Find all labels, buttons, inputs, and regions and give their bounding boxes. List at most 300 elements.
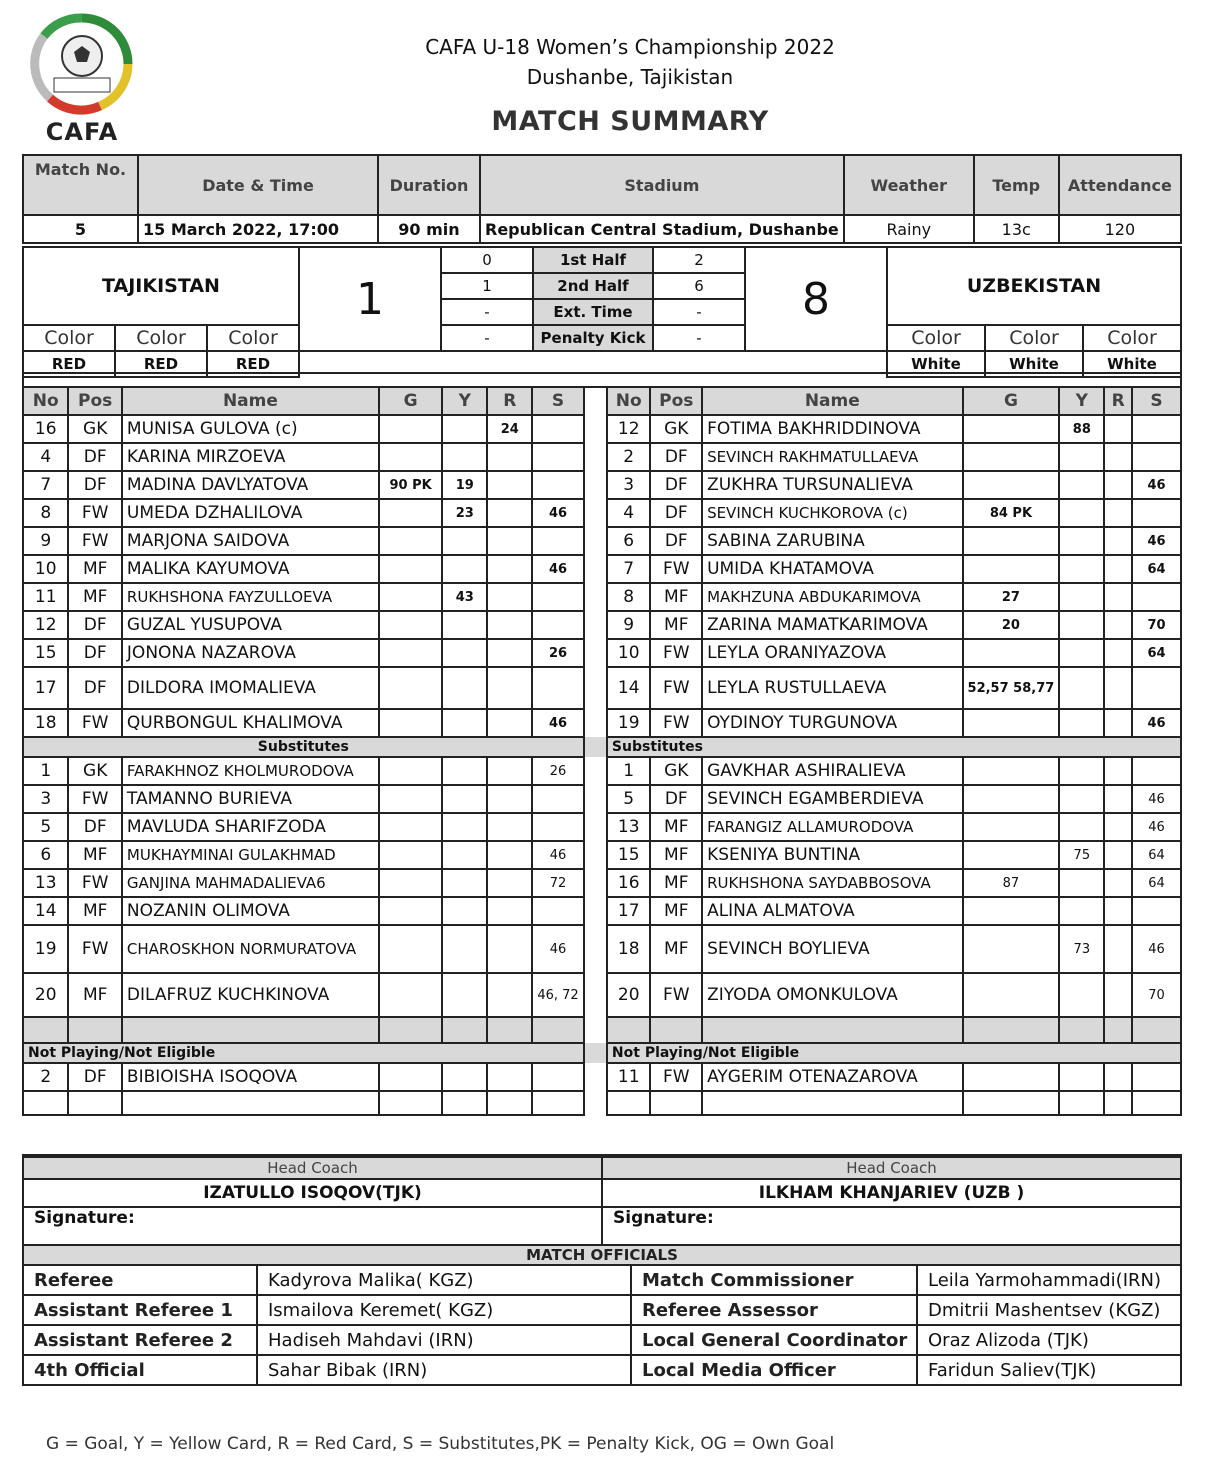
away-player-position: DF — [650, 499, 702, 527]
away-yellow-card-cell: 75 — [1059, 841, 1104, 869]
home-yellow-card-cell — [442, 757, 487, 785]
date-time-label: Date & Time — [138, 155, 378, 215]
player-row — [23, 583, 1181, 611]
away-yellow-card-cell — [1059, 709, 1104, 737]
col-g: G — [963, 387, 1060, 415]
empty-cell — [442, 1017, 487, 1043]
away-red-card-cell — [1104, 757, 1132, 785]
column-gap — [584, 813, 607, 841]
temp-value: 13c — [974, 215, 1059, 243]
home-goal-cell — [379, 785, 442, 813]
away-goal-cell — [963, 841, 1060, 869]
player-row — [23, 1063, 1181, 1091]
home-substitution-cell: 46 — [532, 499, 583, 527]
away-player-position: DF — [650, 443, 702, 471]
away-substitution-cell: 64 — [1132, 869, 1181, 897]
away-red-card-cell — [1104, 443, 1132, 471]
home-substitution-cell — [532, 527, 583, 555]
period-label: Ext. Time — [533, 299, 653, 325]
player-row — [23, 499, 1181, 527]
home-substitution-cell: 72 — [532, 869, 583, 897]
col-r: R — [487, 387, 532, 415]
away-score: 8 — [745, 247, 887, 351]
away-substitution-cell — [1132, 667, 1181, 709]
home-player-number: 11 — [23, 583, 68, 611]
empty-cell — [68, 1091, 121, 1115]
column-gap — [584, 1017, 607, 1043]
home-goal-cell — [379, 583, 442, 611]
away-yellow-card-cell — [1059, 869, 1104, 897]
player-row — [23, 841, 1181, 869]
home-goal-cell — [379, 813, 442, 841]
away-red-card-cell — [1104, 471, 1132, 499]
home-goal-cell: 90 PK — [379, 471, 442, 499]
empty-cell — [650, 1017, 702, 1043]
weather-value: Rainy — [844, 215, 974, 243]
empty-cell — [702, 1017, 962, 1043]
home-substitution-cell — [532, 583, 583, 611]
empty-cell — [1059, 1017, 1104, 1043]
official-role: Referee — [23, 1265, 257, 1295]
official-role: 4th Official — [23, 1355, 257, 1385]
home-red-card-cell — [487, 709, 532, 737]
home-empty-cell — [379, 1063, 442, 1091]
home-player-number: 18 — [23, 709, 68, 737]
home-player-number: 5 — [23, 813, 68, 841]
away-substitution-cell — [1132, 757, 1181, 785]
col-name: Name — [702, 387, 962, 415]
logo-text: CAFA — [45, 118, 119, 146]
player-row — [23, 415, 1181, 443]
home-player-number: 19 — [23, 925, 68, 973]
home-player-position: FW — [68, 869, 121, 897]
away-player-name: AYGERIM OTENAZAROVA — [702, 1063, 962, 1091]
away-signature-field[interactable]: Signature: — [602, 1207, 1181, 1245]
player-row — [23, 667, 1181, 709]
away-player-name: ALINA ALMATOVA — [702, 897, 962, 925]
empty-cell — [1104, 1017, 1132, 1043]
column-gap — [584, 1043, 607, 1063]
title-block — [300, 32, 960, 137]
away-period-score: - — [653, 325, 745, 351]
home-player-number: 3 — [23, 785, 68, 813]
home-player-position: DF — [68, 1063, 121, 1091]
home-player-number: 14 — [23, 897, 68, 925]
column-gap — [584, 527, 607, 555]
away-player-name: ZUKHRA TURSUNALIEVA — [702, 471, 962, 499]
empty-cell — [607, 1091, 651, 1115]
home-player-number: 10 — [23, 555, 68, 583]
home-red-card-cell — [487, 897, 532, 925]
lineup-top-spacer — [23, 373, 1181, 387]
home-player-number: 13 — [23, 869, 68, 897]
away-substitution-cell: 64 — [1132, 841, 1181, 869]
away-player-position: DF — [650, 471, 702, 499]
away-player-position: FW — [650, 555, 702, 583]
away-player-number: 5 — [607, 785, 651, 813]
home-player-name: FARAKHNOZ KHOLMURODOVA — [122, 757, 379, 785]
col-y: Y — [442, 387, 487, 415]
away-red-card-cell — [1104, 813, 1132, 841]
player-row — [23, 813, 1181, 841]
home-empty-cell — [532, 1063, 583, 1091]
home-player-name: GUZAL YUSUPOVA — [122, 611, 379, 639]
away-player-number: 15 — [607, 841, 651, 869]
away-player-position: MF — [650, 897, 702, 925]
away-player-number: 10 — [607, 639, 651, 667]
away-goal-cell — [963, 973, 1060, 1017]
column-gap — [584, 387, 607, 415]
home-yellow-card-cell — [442, 667, 487, 709]
home-player-name: GANJINA MAHMADALIEVA6 — [122, 869, 379, 897]
empty-row — [23, 1017, 1181, 1043]
score-table — [22, 246, 1182, 378]
home-color-value: RED — [23, 351, 115, 377]
home-substitution-cell — [532, 785, 583, 813]
column-gap — [584, 925, 607, 973]
home-red-card-cell — [487, 611, 532, 639]
home-substitution-cell: 26 — [532, 639, 583, 667]
away-player-number: 7 — [607, 555, 651, 583]
away-player-position: FW — [650, 639, 702, 667]
home-yellow-card-cell — [442, 443, 487, 471]
home-player-number: 15 — [23, 639, 68, 667]
away-period-score: - — [653, 299, 745, 325]
empty-cell — [607, 1017, 651, 1043]
col-y: Y — [1059, 387, 1104, 415]
home-empty-cell — [487, 1063, 532, 1091]
home-team-name: TAJIKISTAN — [23, 247, 299, 325]
player-row — [23, 973, 1181, 1017]
home-yellow-card-cell — [442, 869, 487, 897]
home-yellow-card-cell: 19 — [442, 471, 487, 499]
home-red-card-cell: 24 — [487, 415, 532, 443]
home-substitution-cell — [532, 471, 583, 499]
stadium-label: Stadium — [480, 155, 844, 215]
match-summary-heading: MATCH SUMMARY — [491, 106, 769, 137]
duration-label: Duration — [378, 155, 480, 215]
home-not-playing-label: Not Playing/Not Eligible — [23, 1043, 584, 1063]
home-player-name: QURBONGUL KHALIMOVA — [122, 709, 379, 737]
home-period-score: - — [441, 299, 533, 325]
home-yellow-card-cell — [442, 709, 487, 737]
empty-cell — [1104, 1091, 1132, 1115]
home-red-card-cell — [487, 813, 532, 841]
home-player-number: 8 — [23, 499, 68, 527]
away-player-name: GAVKHAR ASHIRALIEVA — [702, 757, 962, 785]
home-player-position: FW — [68, 527, 121, 555]
away-yellow-card-cell — [1059, 667, 1104, 709]
home-substitution-cell: 46 — [532, 925, 583, 973]
home-yellow-card-cell — [442, 973, 487, 1017]
home-substitution-cell — [532, 897, 583, 925]
home-player-name: JONONA NAZAROVA — [122, 639, 379, 667]
empty-cell — [650, 1091, 702, 1115]
lineups-table — [22, 372, 1182, 1116]
home-player-name: BIBIOISHA ISOQOVA — [122, 1063, 379, 1091]
home-player-position: DF — [68, 639, 121, 667]
away-head-coach-label: Head Coach — [602, 1157, 1181, 1179]
away-player-position: MF — [650, 583, 702, 611]
home-color-value: RED — [115, 351, 207, 377]
away-yellow-card-cell — [1059, 639, 1104, 667]
away-goal-cell — [963, 415, 1060, 443]
away-player-number: 11 — [607, 1063, 651, 1091]
home-goal-cell — [379, 869, 442, 897]
away-player-name: FOTIMA BAKHRIDDINOVA — [702, 415, 962, 443]
home-yellow-card-cell — [442, 813, 487, 841]
col-no: No — [607, 387, 651, 415]
player-row — [23, 709, 1181, 737]
home-player-position: GK — [68, 415, 121, 443]
home-red-card-cell — [487, 499, 532, 527]
away-goal-cell: 84 PK — [963, 499, 1060, 527]
away-player-number: 20 — [607, 973, 651, 1017]
home-player-name: DILAFRUZ KUCHKINOVA — [122, 973, 379, 1017]
empty-cell — [122, 1091, 379, 1115]
official-row — [23, 1265, 1181, 1295]
away-yellow-card-cell — [1059, 555, 1104, 583]
home-red-card-cell — [487, 757, 532, 785]
official-name: Oraz Alizoda (TJK) — [917, 1325, 1181, 1355]
away-yellow-card-cell — [1059, 583, 1104, 611]
home-player-name: CHAROSKHON NORMURATOVA — [122, 925, 379, 973]
away-player-position: MF — [650, 869, 702, 897]
section-row — [23, 1043, 1181, 1063]
official-row — [23, 1325, 1181, 1355]
home-player-number: 2 — [23, 1063, 68, 1091]
away-player-position: FW — [650, 1063, 702, 1091]
home-player-number: 9 — [23, 527, 68, 555]
column-gap — [584, 583, 607, 611]
away-section-label: Substitutes — [607, 737, 1181, 757]
home-goal-cell — [379, 925, 442, 973]
column-gap — [584, 973, 607, 1017]
away-player-number: 12 — [607, 415, 651, 443]
period-label: 1st Half — [533, 247, 653, 273]
away-player-position: FW — [650, 973, 702, 1017]
home-red-card-cell — [487, 869, 532, 897]
duration-value: 90 min — [378, 215, 480, 243]
official-role: Match Commissioner — [631, 1265, 917, 1295]
home-player-name: MARJONA SAIDOVA — [122, 527, 379, 555]
home-player-name: MUKHAYMINAI GULAKHMAD — [122, 841, 379, 869]
home-goal-cell — [379, 897, 442, 925]
home-red-card-cell — [487, 555, 532, 583]
away-substitution-cell: 46 — [1132, 925, 1181, 973]
lineup-header-row — [23, 387, 1181, 415]
home-score: 1 — [299, 247, 441, 351]
home-red-card-cell — [487, 667, 532, 709]
home-substitution-cell — [532, 415, 583, 443]
home-player-position: MF — [68, 583, 121, 611]
away-player-name: LEYLA ORANIYAZOVA — [702, 639, 962, 667]
column-gap — [584, 757, 607, 785]
away-substitution-cell: 70 — [1132, 973, 1181, 1017]
player-row — [23, 925, 1181, 973]
home-player-position: MF — [68, 841, 121, 869]
player-row — [23, 471, 1181, 499]
player-row — [23, 527, 1181, 555]
home-player-name: NOZANIN OLIMOVA — [122, 897, 379, 925]
empty-cell — [963, 1017, 1060, 1043]
home-player-position: MF — [68, 555, 121, 583]
home-yellow-card-cell — [442, 415, 487, 443]
col-name: Name — [122, 387, 379, 415]
home-player-position: DF — [68, 667, 121, 709]
away-goal-cell — [963, 527, 1060, 555]
match-no-value: 5 — [23, 215, 138, 243]
away-substitution-cell: 64 — [1132, 639, 1181, 667]
column-gap — [584, 709, 607, 737]
away-empty-cell — [1104, 1063, 1132, 1091]
away-substitution-cell — [1132, 583, 1181, 611]
away-yellow-card-cell — [1059, 897, 1104, 925]
home-player-position: DF — [68, 443, 121, 471]
home-player-number: 7 — [23, 471, 68, 499]
home-substitution-cell: 46, 72 — [532, 973, 583, 1017]
home-player-name: DILDORA IMOMALIEVA — [122, 667, 379, 709]
away-color-label: Color — [1083, 325, 1181, 351]
home-player-position: DF — [68, 611, 121, 639]
home-red-card-cell — [487, 471, 532, 499]
column-gap — [584, 639, 607, 667]
empty-cell — [23, 1017, 68, 1043]
home-color-label: Color — [23, 325, 115, 351]
officials-title: MATCH OFFICIALS — [23, 1245, 1181, 1265]
home-color-label: Color — [207, 325, 299, 351]
away-red-card-cell — [1104, 841, 1132, 869]
home-substitution-cell — [532, 813, 583, 841]
empty-cell — [1059, 1091, 1104, 1115]
home-player-position: GK — [68, 757, 121, 785]
empty-cell — [379, 1017, 442, 1043]
home-yellow-card-cell — [442, 611, 487, 639]
away-color-value: White — [887, 351, 985, 377]
away-substitution-cell — [1132, 499, 1181, 527]
match-info-table — [22, 154, 1182, 244]
home-goal-cell — [379, 555, 442, 583]
championship-title: CAFA U-18 Women’s Championship 2022 — [425, 35, 835, 59]
home-yellow-card-cell: 23 — [442, 499, 487, 527]
player-row — [23, 897, 1181, 925]
away-empty-cell — [963, 1063, 1060, 1091]
home-player-name: RUKHSHONA FAYZULLOEVA — [122, 583, 379, 611]
away-period-score: 6 — [653, 273, 745, 299]
away-player-position: FW — [650, 667, 702, 709]
away-substitution-cell: 46 — [1132, 709, 1181, 737]
away-player-name: RUKHSHONA SAYDABBOSOVA — [702, 869, 962, 897]
away-substitution-cell: 70 — [1132, 611, 1181, 639]
away-goal-cell: 20 — [963, 611, 1060, 639]
player-row — [23, 639, 1181, 667]
away-player-name: FARANGIZ ALLAMURODOVA — [702, 813, 962, 841]
home-player-position: FW — [68, 709, 121, 737]
official-name: Kadyrova Malika( KGZ) — [257, 1265, 631, 1295]
official-name: Leila Yarmohammadi(IRN) — [917, 1265, 1181, 1295]
col-r: R — [1104, 387, 1132, 415]
away-goal-cell: 27 — [963, 583, 1060, 611]
weather-label: Weather — [844, 155, 974, 215]
away-player-position: MF — [650, 925, 702, 973]
away-player-number: 19 — [607, 709, 651, 737]
away-player-name: UMIDA KHATAMOVA — [702, 555, 962, 583]
home-head-coach-label: Head Coach — [23, 1157, 602, 1179]
period-label: Penalty Kick — [533, 325, 653, 351]
section-row — [23, 737, 1181, 757]
column-gap — [584, 869, 607, 897]
empty-cell — [1132, 1017, 1181, 1043]
home-goal-cell — [379, 667, 442, 709]
away-player-number: 18 — [607, 925, 651, 973]
period-label: 2nd Half — [533, 273, 653, 299]
away-empty-cell — [1132, 1063, 1181, 1091]
home-goal-cell — [379, 443, 442, 471]
home-signature-field[interactable]: Signature: — [23, 1207, 602, 1245]
away-red-card-cell — [1104, 667, 1132, 709]
home-substitution-cell: 26 — [532, 757, 583, 785]
away-player-number: 16 — [607, 869, 651, 897]
col-s: S — [1132, 387, 1181, 415]
home-color-label: Color — [115, 325, 207, 351]
home-yellow-card-cell — [442, 925, 487, 973]
away-goal-cell — [963, 709, 1060, 737]
home-substitution-cell — [532, 443, 583, 471]
empty-cell — [122, 1017, 379, 1043]
home-goal-cell — [379, 709, 442, 737]
official-row — [23, 1355, 1181, 1385]
away-yellow-card-cell — [1059, 757, 1104, 785]
col-no: No — [23, 387, 68, 415]
empty-cell — [23, 1091, 68, 1115]
away-player-name: ZIYODA OMONKULOVA — [702, 973, 962, 1017]
date-time-value: 15 March 2022, 17:00 — [138, 215, 378, 243]
away-substitution-cell: 46 — [1132, 527, 1181, 555]
away-player-number: 13 — [607, 813, 651, 841]
away-substitution-cell — [1132, 897, 1181, 925]
empty-cell — [487, 1017, 532, 1043]
away-goal-cell — [963, 443, 1060, 471]
official-role: Local Media Officer — [631, 1355, 917, 1385]
away-yellow-card-cell — [1059, 471, 1104, 499]
away-yellow-card-cell — [1059, 785, 1104, 813]
home-goal-cell — [379, 841, 442, 869]
away-player-number: 3 — [607, 471, 651, 499]
column-gap — [584, 443, 607, 471]
home-goal-cell — [379, 611, 442, 639]
away-team-name: UZBEKISTAN — [887, 247, 1181, 325]
home-yellow-card-cell — [442, 897, 487, 925]
temp-label: Temp — [974, 155, 1059, 215]
home-goal-cell — [379, 527, 442, 555]
column-gap — [584, 555, 607, 583]
away-goal-cell — [963, 925, 1060, 973]
away-player-name: SEVINCH EGAMBERDIEVA — [702, 785, 962, 813]
home-yellow-card-cell — [442, 841, 487, 869]
away-yellow-card-cell — [1059, 611, 1104, 639]
away-yellow-card-cell: 88 — [1059, 415, 1104, 443]
official-role: Assistant Referee 1 — [23, 1295, 257, 1325]
away-red-card-cell — [1104, 527, 1132, 555]
cafa-logo — [30, 12, 134, 146]
blank-row — [23, 1091, 1181, 1115]
official-role: Assistant Referee 2 — [23, 1325, 257, 1355]
away-empty-cell — [1059, 1063, 1104, 1091]
home-red-card-cell — [487, 583, 532, 611]
away-red-card-cell — [1104, 973, 1132, 1017]
home-yellow-card-cell — [442, 639, 487, 667]
home-period-score: 0 — [441, 247, 533, 273]
